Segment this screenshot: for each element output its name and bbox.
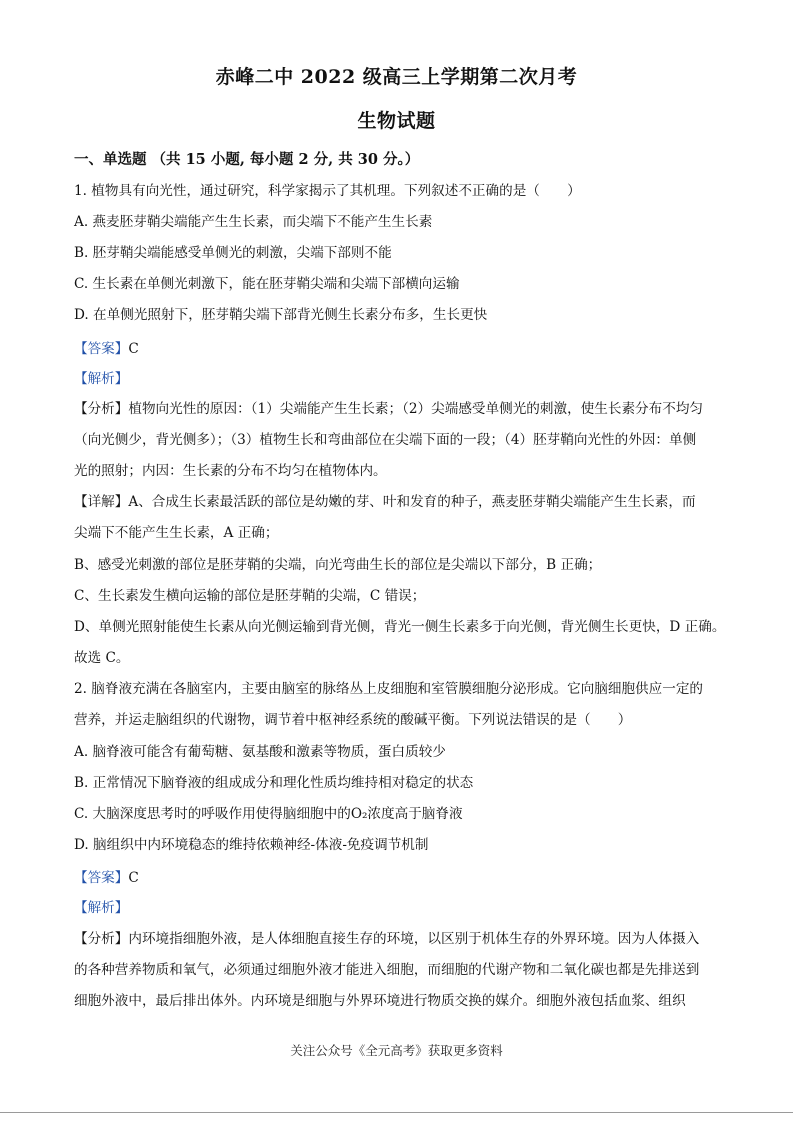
answer-value: C bbox=[128, 870, 139, 886]
question-2-fenxi-line-3: 细胞外液中，最后排出体外。内环境是细胞与外界环境进行物质交换的媒介。细胞外液包括血浆、组织 bbox=[74, 993, 686, 1009]
question-2-answer bbox=[74, 868, 139, 888]
question-1-xiangjie-line-6: 故选 C。 bbox=[74, 650, 130, 666]
analysis-tag: 【解析】 bbox=[74, 900, 129, 916]
question-1-stem: 1. 植物具有向光性，通过研究，科学家揭示了其机理。下列叙述不正确的是（ ） bbox=[74, 183, 581, 199]
question-1-xiangjie-line-2: 尖端下不能产生生长素，A 正确； bbox=[74, 525, 279, 541]
fenxi-text: 植物向光性的原因：（1）尖端能产生生长素；（2）尖端感受单侧光的刺激，使生长素分布不均匀 bbox=[128, 401, 704, 417]
question-1-answer bbox=[74, 339, 139, 359]
question-2-option-d: D. 脑组织中内环境稳态的维持依赖神经-体液-免疫调节机制 bbox=[74, 837, 429, 853]
question-1-xiangjie-line-4: C、生长素发生横向运输的部位是胚芽鞘的尖端，C 错误； bbox=[74, 588, 426, 604]
question-2-analysis-tag bbox=[74, 898, 128, 918]
fenxi-tag: 【分析】 bbox=[74, 401, 129, 417]
question-2-option-c: C. 大脑深度思考时的呼吸作用使得脑细胞中的O₂浓度高于脑脊液 bbox=[74, 806, 463, 822]
fenxi-tag: 【分析】 bbox=[74, 931, 129, 947]
question-1-fenxi-line-3: 光的照射；内因：生长素的分布不均匀在植物体内。 bbox=[74, 463, 387, 479]
question-2-fenxi-line-1 bbox=[74, 929, 699, 949]
question-2-option-a: A. 脑脊液可能含有葡萄糖、氨基酸和激素等物质，蛋白质较少 bbox=[74, 744, 446, 760]
bottom-divider bbox=[0, 1112, 793, 1113]
question-2-stem-line-2: 营养，并运走脑组织的代谢物，调节着中枢神经系统的酸碱平衡。下列说法错误的是（ ） bbox=[74, 712, 632, 728]
question-1-option-b: B. 胚芽鞘尖端能感受单侧光的刺激，尖端下部则不能 bbox=[74, 245, 392, 261]
page-subtitle: 生物试题 bbox=[357, 110, 436, 132]
xiangjie-tag: 【详解】 bbox=[74, 494, 129, 510]
question-1-xiangjie-line-1 bbox=[74, 492, 696, 512]
question-2-stem-line-1: 2. 脑脊液充满在各脑室内，主要由脑室的脉络丛上皮细胞和室管膜细胞分泌形成。它向脑细胞供应一定的 bbox=[74, 681, 704, 697]
analysis-tag: 【解析】 bbox=[74, 371, 129, 387]
xiangjie-text: A、合成生长素最活跃的部位是幼嫩的芽、叶和发育的种子，燕麦胚芽鞘尖端能产生生长素，而 bbox=[128, 494, 696, 510]
fenxi-text: 内环境指细胞外液，是人体细胞直接生存的环境，以区别于机体生存的外界环境。因为人体摄入 bbox=[128, 931, 700, 947]
question-1-analysis-tag bbox=[74, 369, 128, 389]
answer-tag: 【答案】 bbox=[74, 341, 129, 357]
question-1-fenxi-line-1 bbox=[74, 399, 703, 419]
question-1-xiangjie-line-5: D、单侧光照射能使生长素从向光侧运输到背光侧，背光一侧生长素多于向光侧，背光侧生长更快，D 正确。 bbox=[74, 619, 726, 635]
question-1-option-a: A. 燕麦胚芽鞘尖端能产生生长素，而尖端下不能产生生长素 bbox=[74, 214, 433, 230]
question-1-fenxi-line-2: （向光侧少，背光侧多）；（3）植物生长和弯曲部位在尖端下面的一段；（4）胚芽鞘向光性的外因：单侧 bbox=[74, 432, 697, 448]
page-title: 赤峰二中 2022 级高三上学期第二次月考 bbox=[215, 66, 578, 88]
answer-value: C bbox=[128, 341, 139, 357]
page-footer: 关注公众号《全元高考》获取更多资料 bbox=[290, 1043, 503, 1058]
answer-tag: 【答案】 bbox=[74, 870, 129, 886]
question-2-option-b: B. 正常情况下脑脊液的组成成分和理化性质均维持相对稳定的状态 bbox=[74, 775, 474, 791]
question-1-xiangjie-line-3: B、感受光刺激的部位是胚芽鞘的尖端，向光弯曲生长的部位是尖端以下部分，B 正确； bbox=[74, 557, 602, 573]
question-1-option-c: C. 生长素在单侧光刺激下，能在胚芽鞘尖端和尖端下部横向运输 bbox=[74, 276, 460, 292]
question-1-option-d: D. 在单侧光照射下，胚芽鞘尖端下部背光侧生长素分布多，生长更快 bbox=[74, 307, 488, 323]
question-2-fenxi-line-2: 的各种营养物质和氧气，必须通过细胞外液才能进入细胞，而细胞的代谢产物和二氧化碳也都是先排送到 bbox=[74, 962, 700, 978]
section-heading: 一、单选题 （共 15 小题, 每小题 2 分, 共 30 分。） bbox=[74, 151, 420, 168]
